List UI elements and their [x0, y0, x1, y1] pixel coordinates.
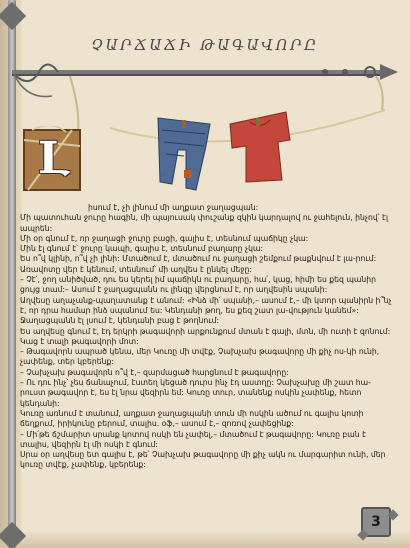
- paragraph: – Մի՛թե ճշմարիտ սրանք կոտով ոսկի են չափել,– մտածում է թագավորը: Կուռը բան է տալիս, վեզիրն էլ մի ոսկի է գնում:: [20, 429, 367, 449]
- dropcap: [24, 128, 80, 188]
- paragraph: Աղվեսը աղաչանք-պաղատանք է անում: «Ինձ մի՛ սպանի,– ասում է,– մի կտոր պանիրն ի՞նչ է, որ դրա համար ինձ սպանում ես: Կենդանի թող, ես քեզ շատ լա-վություն կանեմ»:: [20, 295, 392, 315]
- paragraph: Մի օր գնում է, որ ջաղացի ջուրը բացի, գալիս է, տեսնում պաճիկը չկա:: [20, 233, 309, 243]
- paragraph: Ջաղացպանն էլ լսում է, կենդանի բաց է թողնում:: [20, 316, 220, 326]
- paragraph: – Չախչախ թագավորն ո՞վ է,– զարմացած հարցնում է թագավորը:: [20, 367, 289, 377]
- story-body: [20, 203, 394, 471]
- iron-rod-icon: [12, 64, 398, 97]
- page-number: 3: [371, 514, 381, 530]
- paragraph: Ես ո՞վ կլինի, ո՞վ չի լինի: Մտածում է, մտածում ու ջաղացի շեմքում թաքնվում է լա-րում: Առավոտը վեր է կենում, տեսնում՝ մի աղվես է ընկել մեջը:: [20, 254, 377, 274]
- clothespin-icon: [256, 118, 260, 126]
- dropcap-letter: Լ: [38, 133, 70, 184]
- paragraph: Կուռը առնում է տանում, աղքատ ջաղացպանի տուն մի ոսկին ածում ու գալիս կոտի ճեղքում, իրիկունը բերում, տալիս. օֆ,– ասում է,– զոռով չափեցինք:: [20, 408, 364, 429]
- clothespin-icon: [182, 120, 186, 128]
- paragraph: – Ու դու ինչ՝ չես ճանաչում, էստեղ կեցած դուրս ինչ էդ աստղը: Չախչախը մի շատ հա-րուստ թագավոր է, ես էլ նրա վեզիրն եմ: Կուռը տուր, տանենք ոսկին չափենք, հետո կենդանի:: [20, 378, 371, 408]
- paragraph: Ես աղվեսը գնում է, էդ երկրի թագավորի արքունքում մտան է գալի, մտն, մի ուտի է զոնում: Կաց է տալի թագավորի մոտ:: [20, 326, 391, 346]
- story-title: ՉԱՐՃԱՃԻ ԹԱԳԱՎՈՐԸ: [91, 36, 319, 54]
- blue-pants-icon: [158, 118, 210, 190]
- paragraph: Մին էլ գնում է՝ ջուրը կապի, գալիս է, տեսնում բաղարը չկա:: [20, 244, 264, 254]
- page-bottom-shadow: [0, 530, 410, 548]
- paragraph: իսում է, չի լինում մի աղքատ ջաղացպան:: [88, 203, 259, 212]
- paragraph: – Թագավորն ապրած կենա, մեր Կուռը մի տվէք, Չախչախ թագավորը մի քիչ ոս-կի ունի, չափենք, տեր կբերենք:: [20, 347, 380, 367]
- paragraph: Մի պատուհան ջուրը հագին, մի պայուսակ փուշանք զկին կարդալով ու ջահելուն, ինչով՝ էլ ապրեն:: [20, 213, 389, 233]
- paragraph: – Չէ՛, ջող անիծված, դու ես կերել իմ պաճիկն ու բաղարը, հա՛, կաց, հիմի ես քեզ պանիր ցույց տամ:– Ասում է ջաղացպանն ու լինգը վերցնում է, որ աղվեսին սպանի:: [20, 275, 376, 295]
- paragraph: Սրա օր աղվեսը ետ գալիս է, թե՝ Չախչախ թագավորը մի քիչ ակն ու մարգարիտ ունի, մեր կուռը տվէք, չափենք, կբերենք:: [20, 450, 386, 470]
